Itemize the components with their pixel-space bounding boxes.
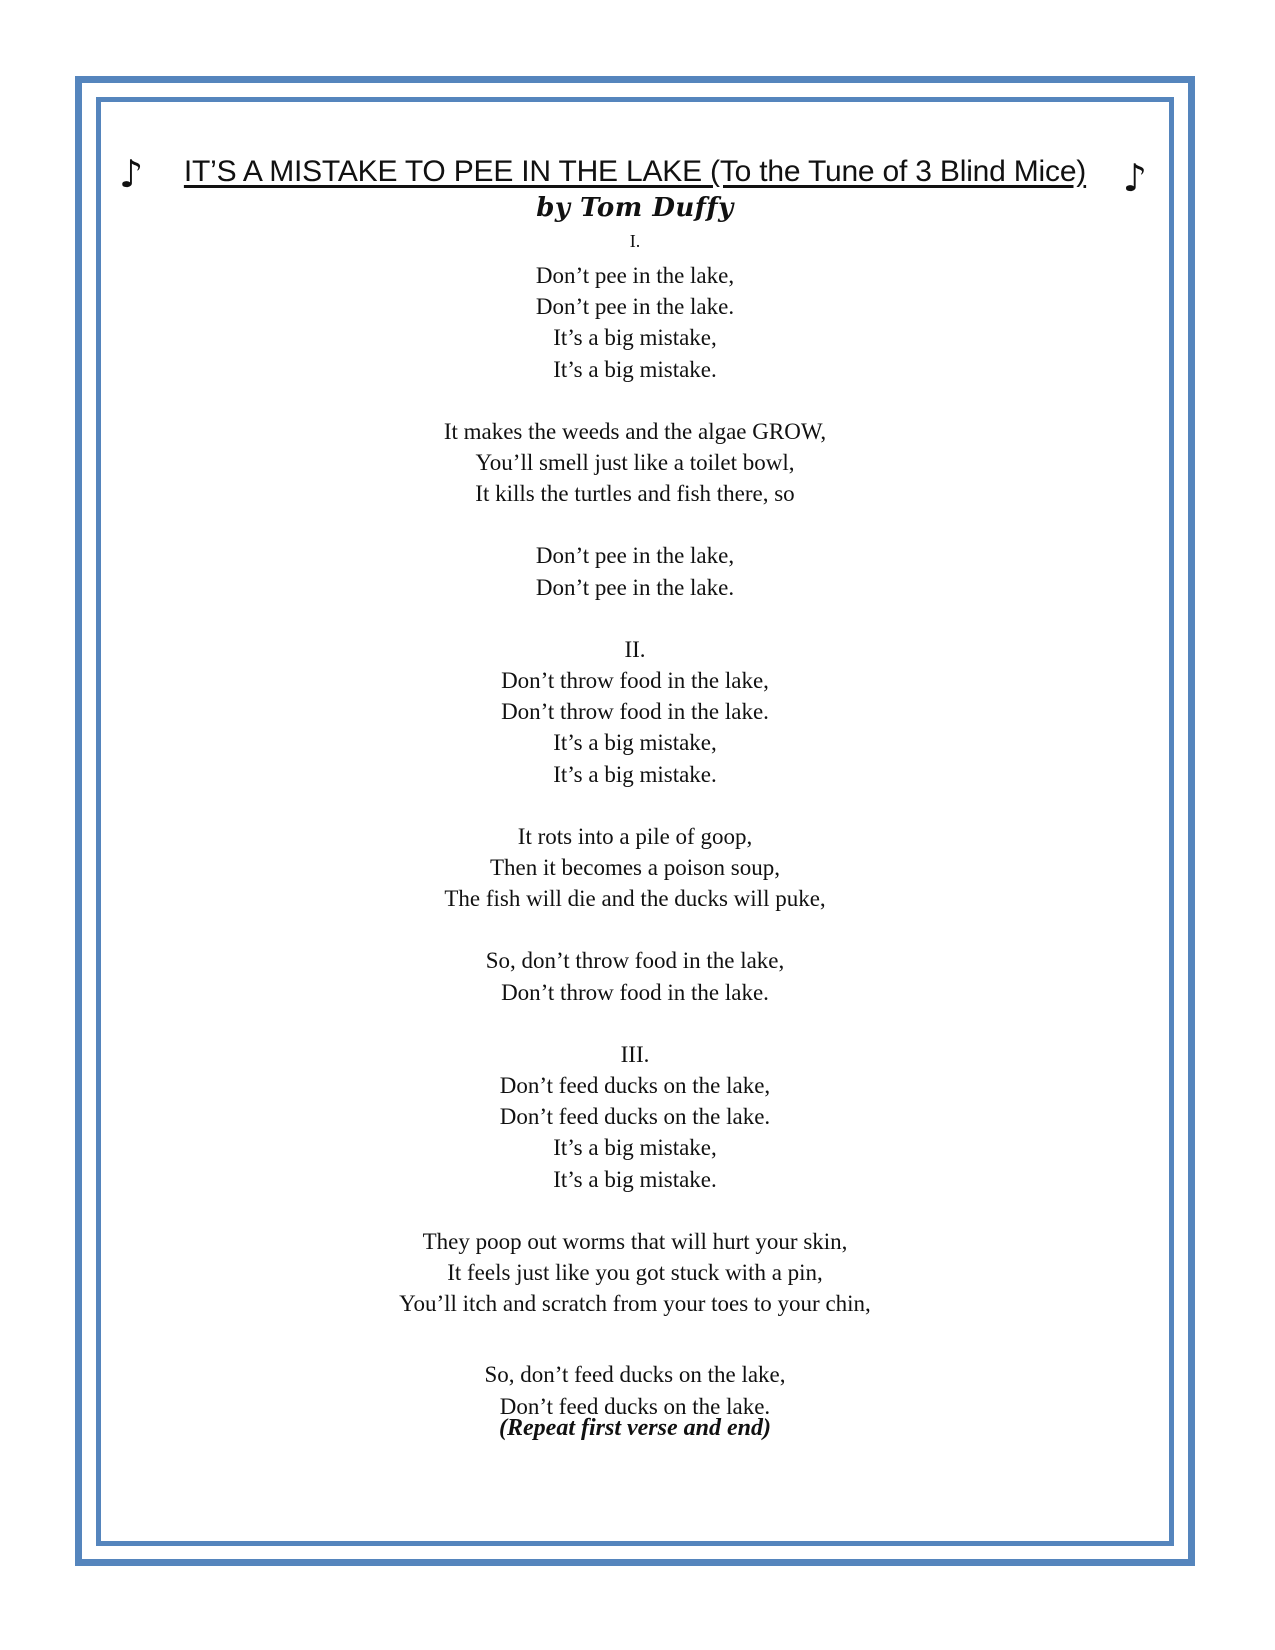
lyric-line: Don’t pee in the lake. [535, 574, 735, 600]
stanza-gap [101, 603, 1169, 634]
lyric-line: They poop out worms that will hurt your skin, [422, 1228, 848, 1254]
lyric-line: It makes the weeds and the algae GROW, [443, 418, 827, 444]
lyric-line: It’s a big mistake. [553, 356, 717, 382]
song-title: IT’S A MISTAKE TO PEE IN THE LAKE (To the Tune of 3 Blind Mice) [183, 155, 1087, 188]
lyric-line: Don’t feed ducks on the lake. [499, 1104, 771, 1130]
stanza-gap [101, 1195, 1169, 1226]
lyric-line: It kills the turtles and fish there, so [475, 481, 795, 507]
lyric-line: The fish will die and the ducks will puke, [444, 886, 826, 912]
verse-numeral: I. [629, 231, 641, 251]
music-note-icon: ♪ [1122, 156, 1147, 200]
lyric-line: Don’t pee in the lake. [535, 294, 735, 320]
lyric-line: Then it becomes a poison soup, [489, 855, 780, 881]
lyrics [101, 228, 1169, 1422]
music-note-icon: ♪ [119, 152, 144, 196]
lyric-line: It’s a big mistake, [553, 1135, 717, 1161]
lyric-line: Don’t throw food in the lake. [501, 699, 769, 725]
lyric-line: Don’t feed ducks on the lake. [499, 1393, 771, 1419]
lyric-line: It’s a big mistake, [553, 325, 717, 351]
stanza-gap [101, 790, 1169, 821]
lyric-line: It’s a big mistake. [553, 761, 717, 787]
author-byline: by Tom Duffy [536, 193, 734, 223]
lyric-line: You’ll smell just like a toilet bowl, [475, 450, 795, 476]
lyric-line: Don’t pee in the lake, [535, 263, 735, 288]
stanza-gap [101, 509, 1169, 540]
lyric-line: Don’t pee in the lake, [535, 543, 735, 569]
lyric-line: You’ll itch and scratch from your toes to your chin, [399, 1291, 871, 1317]
verse-numeral: III. [620, 1041, 650, 1067]
lyric-line: So, don’t throw food in the lake, [485, 948, 785, 974]
stanza-gap [101, 914, 1169, 945]
lyric-line: It’s a big mistake, [553, 730, 717, 756]
lyric-line: Don’t feed ducks on the lake, [499, 1073, 771, 1099]
lyric-line: Don’t throw food in the lake, [501, 668, 769, 694]
song-page [101, 102, 1169, 1541]
stanza-gap [101, 1008, 1169, 1039]
lyric-line: It feels just like you got stuck with a pin, [447, 1260, 823, 1286]
lyric-line: Don’t throw food in the lake. [501, 979, 769, 1005]
verse-numeral: II. [624, 636, 646, 662]
stanza-gap [101, 1319, 1169, 1359]
closing-instruction: (Repeat first verse and end) [499, 1415, 771, 1441]
lyric-line: It’s a big mistake. [553, 1166, 717, 1192]
stanza-gap [101, 385, 1169, 416]
lyric-line: So, don’t feed ducks on the lake, [484, 1362, 786, 1388]
lyric-line: It rots into a pile of goop, [517, 823, 753, 849]
